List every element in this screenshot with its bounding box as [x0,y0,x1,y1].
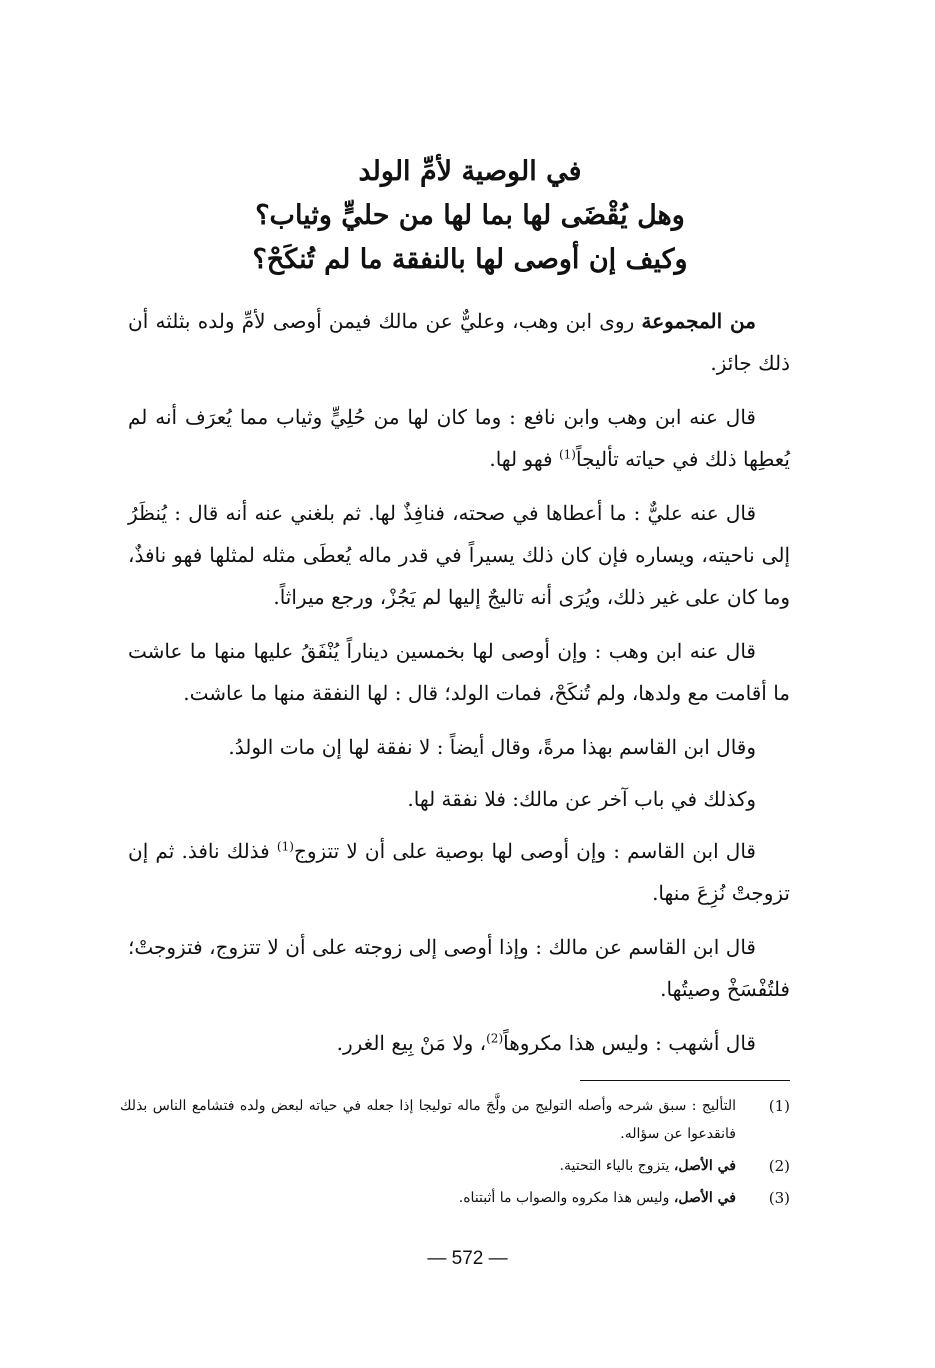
paragraph-text: فذلك نافذ. ثم إن تزوجتْ نُزِعَ منها. [128,839,790,905]
paragraph-text: روى ابن وهب، وعليٌّ عن مالك فيمن أوصى لأمِّ ولده بثلثه أن ذلك جائز. [128,309,790,375]
paragraph-2 [128,396,790,480]
footnote-lead: في الأصل، [673,1190,736,1206]
footnote-2 [120,1152,790,1180]
paragraph-8: قال ابن القاسم عن مالك : وإذا أوصى إلى زوجته على أن لا تتزوج، فتزوجتْ؛ فلتُفْسَخْ وصيتُها. [128,935,790,1001]
title-line-2: وهل يُقْضَى لها بما لها من حليٍّ وثياب؟ [255,200,685,231]
paragraph-text: قال ابن القاسم : وإن أوصى لها بوصية على أن لا تتزوج [293,839,756,863]
footnote-marker: (1) [276,839,294,854]
footnote-marker: (1) [558,447,576,462]
paragraph-9 [128,1022,790,1064]
paragraph-text: قال عنه ابن وهب وابن نافع : وما كان لها من حُلِيٍّ وثياب مما يُعرَف أنه لم يُعطِها ذلك في حياته تأليجاً [128,405,790,471]
footnote-lead: في الأصل، [673,1158,736,1174]
footnote-marker: (2) [486,1031,504,1046]
footnote-text: التأليج : سبق شرحه وأصله التوليج من ولَّجَ ماله توليجا إذا جعله في حياته لبعض ولده فتشامع الناس بذلك فانقدعوا عن سؤاله. [120,1098,736,1142]
body-text [128,300,790,1076]
paragraph-text: ، ولا مَنْ بِيع الغرر. [336,1031,487,1055]
footnote-1 [120,1092,790,1148]
footnotes [120,1092,790,1216]
chapter-title [150,150,790,282]
source-reference: من المجموعة [641,309,756,333]
paragraph-7 [128,830,790,914]
footnote-text [120,1152,736,1180]
title-line-3: وكيف إن أوصى لها بالنفقة ما لم تُنكَحْ؟ [252,244,688,275]
paragraph-1 [128,300,790,384]
footnote-number: (3) [768,1189,790,1207]
paragraph-text: فهو لها. [489,447,559,471]
footnote-number: (2) [768,1157,790,1175]
footnote-text [120,1184,736,1212]
footnote-3 [120,1184,790,1212]
paragraph-text: قال أشهب : وليس هذا مكروهاً [503,1031,756,1055]
footnote-number: (1) [768,1097,790,1115]
paragraph-3: قال عنه عليٌّ : ما أعطاها في صحته، فنافِذٌ لها. ثم بلغني عنه أنه قال : يُنظَرُ إلى ناحيته، ويساره فإن كان ذلك يسيراً في قدر ماله يُعطَى مثله لمثلها فهو نافذٌ، وما كان على غير ذلك، ويُرَى أنه تاليجٌ إليها لم يَجُزْ، ورجع ميراثاً. [128,501,790,609]
paragraph-5: وقال ابن القاسم بهذا مرةً، وقال أيضاً : لا نفقة لها إن مات الولدُ. [228,735,756,759]
footnote-body: وليس هذا مكروه والصواب ما أثبتناه. [458,1190,674,1206]
page-number: — 572 — [427,1248,508,1269]
footnote-body: يتزوج بالياء التحتية. [559,1158,674,1174]
footnote-separator [580,1080,790,1081]
paragraph-4: قال عنه ابن وهب : وإن أوصى لها بخمسين ديناراً يُنْفَقُ عليها منها ما عاشت ما أقامت مع ولدها، ولم تُنكَحْ، فمات الولد؛ قال : لها النفقة منها ما عاشت. [128,639,790,705]
paragraph-6: وكذلك في باب آخر عن مالك: فلا نفقة لها. [407,787,756,811]
title-line-1: في الوصية لأمِّ الولد [358,156,582,187]
